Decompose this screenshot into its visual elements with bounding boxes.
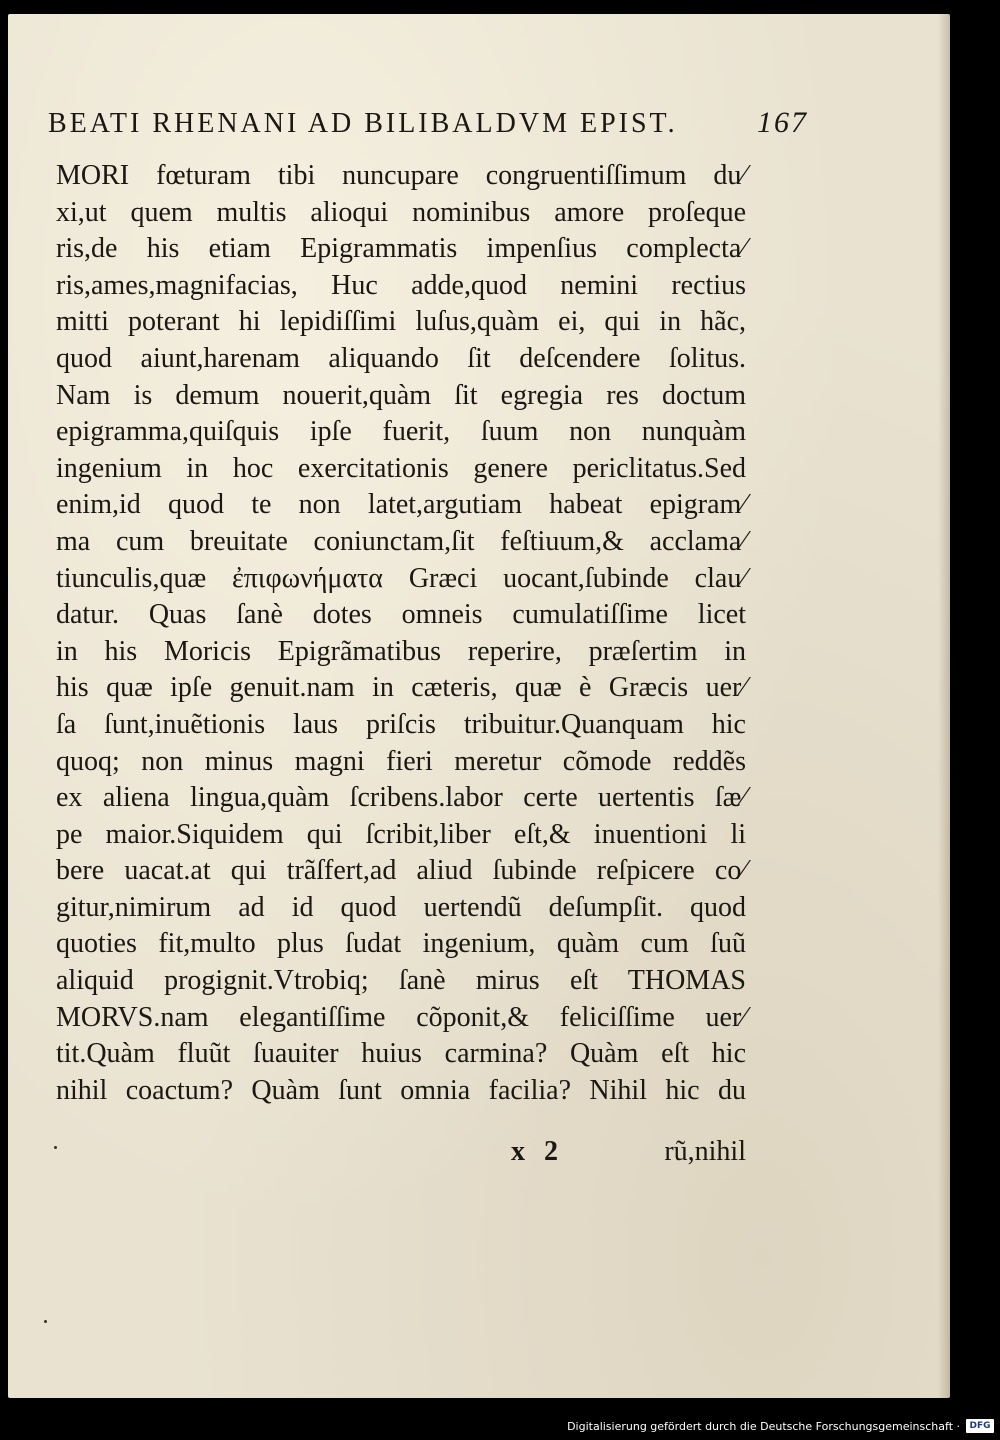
text-line: quoties fit,multo plus ſudat ingenium, quàm cum ſuũ [56,928,746,960]
text-line: in his Moricis Epigrãmatibus reperire, præſertim in [56,635,746,667]
book-page [8,14,950,1398]
text-line: ris,de his etiam Epigrammatis impenſius complecta⁄ [56,233,746,265]
ink-speck [54,1146,57,1149]
text-line: MORVS.nam elegantiſſime cõponit,& feliciſſime uer⁄ [56,1001,746,1033]
text-line: quoq; non minus magni fieri meretur cõmode reddẽs [56,745,746,777]
text-line: ris,ames,magnifacias, Huc adde,quod nemini rectius [56,269,746,301]
dfg-logo: DFG [966,1419,994,1433]
ink-speck [44,1320,47,1323]
funding-notice-bar [567,1417,994,1435]
text-line: enim,id quod te non latet,argutiam habeat epigram⁄ [56,489,746,521]
text-line: mitti poterant hi lepidiſſimi luſus,quàm ei, qui in hãc, [56,306,746,338]
text-line: xi,ut quem multis alioqui nominibus amore proſeque [56,196,746,228]
running-title: BEATI RHENANI AD BILIBALDVM EPIST. [48,108,678,139]
funding-notice: Digitalisierung gefördert durch die Deutsche Forschungsgemeinschaft · [567,1419,960,1433]
text-line: quod aiunt,harenam aliquando ſit deſcendere ſolitus. [56,342,746,374]
text-line: ma cum breuitate coniunctam,ſit feſtiuum,& acclama⁄ [56,525,746,557]
text-line: epigramma,quiſquis ipſe fuerit, ſuum non nunquàm [56,416,746,448]
text-line: his quæ ipſe genuit.nam in cæteris, quæ è Græcis uer⁄ [56,672,746,704]
text-line: nihil coactum? Quàm ſunt omnia facilia? Nihil hic du [56,1074,746,1106]
page-number: 167 [757,106,808,139]
text-line: ingenium in hoc exercitationis genere periclitatus.Sed [56,452,746,484]
text-line: MORI fœturam tibi nuncupare congruentiſſimum du⁄ [56,160,746,191]
running-head [48,106,808,140]
body-text [56,158,746,1109]
signature-mark: x 2 [511,1136,564,1167]
page-footer [56,1136,746,1176]
text-line: datur. Quas ſanè dotes omneis cumulatiſſime licet [56,599,746,631]
catchword: rũ,nihil [664,1136,746,1167]
text-line: Nam is demum nouerit,quàm ſit egregia res doctum [56,379,746,411]
text-line: ex aliena lingua,quàm ſcribens.labor certe uertentis ſæ⁄ [56,782,746,814]
text-line: bere uacat.at qui trãſfert,ad aliud ſubinde reſpicere co⁄ [56,855,746,887]
text-line: pe maior.Siquidem qui ſcribit,liber eſt,& inuentioni li [56,818,746,850]
text-line: ſa ſunt,inuẽtionis laus priſcis tribuitur.Quanquam hic [56,708,746,740]
text-line: tit.Quàm fluũt ſuauiter huius carmina? Quàm eſt hic [56,1038,746,1070]
text-line: gitur,nimirum ad id quod uertendũ deſumpſit. quod [56,891,746,923]
text-line: tiunculis,quæ ἐπιφωνήματα Græci uocant,ſubinde clau⁄ [56,562,746,594]
text-line: aliquid progignit.Vtrobiq; ſanè mirus eſt THOMAS [56,965,746,997]
page-edge-shadow [938,14,950,1398]
